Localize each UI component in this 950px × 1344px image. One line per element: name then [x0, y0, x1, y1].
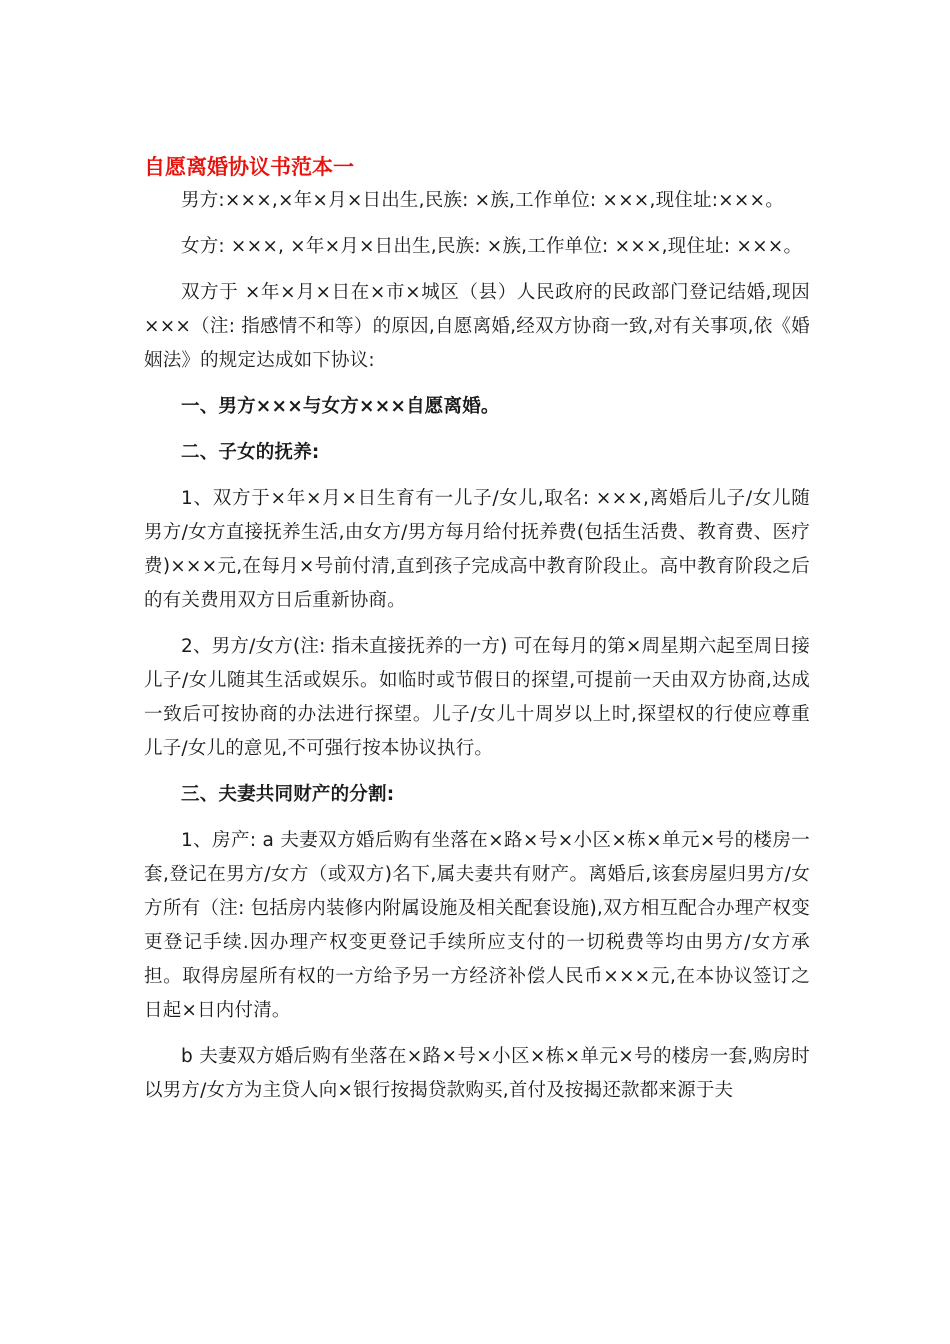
paragraph-visitation: 2、男方/女方(注: 指未直接抚养的一方) 可在每月的第×周星期六起至周日接儿子/女儿随其生活或娱乐。如临时或节假日的探望,可提前一天由双方协商,达成一致后可按协商的办法进行探望。儿子/女儿十周岁以上时,探望权的行使应尊重儿子/女儿的意见,不可强行按本协议执行。: [144, 636, 810, 759]
clause-3-heading: 三、夫妻共同财产的分割:: [181, 784, 395, 805]
paragraph-property-b: b 夫妻双方婚后购有坐落在×路×号×小区×栋×单元×号的楼房一套,购房时以男方/女方为主贷人向×银行按揭贷款购买,首付及按揭还款都来源于夫: [144, 1046, 810, 1101]
paragraph-female-party: 女方: ×××, ×年×月×日出生,民族: ×族,工作单位: ×××,现住址: ×××。: [181, 236, 803, 257]
document-title: 自愿离婚协议书范本一: [144, 155, 354, 179]
paragraph-child-custody: 1、双方于×年×月×日生育有一儿子/女儿,取名: ×××,离婚后儿子/女儿随男方/女方直接抚养生活,由女方/男方每月给付抚养费(包括生活费、教育费、医疗费)×××元,在每月×号前付清,直到孩子完成高中教育阶段止。高中教育阶段之后的有关费用双方日后重新协商。: [144, 488, 810, 611]
clause-1-heading: 一、男方×××与女方×××自愿离婚。: [181, 396, 500, 417]
clause-2-heading: 二、子女的抚养:: [181, 442, 320, 463]
paragraph-male-party: 男方:×××,×年×月×日出生,民族: ×族,工作单位: ×××,现住址:×××。: [181, 190, 784, 211]
paragraph-property-a: 1、房产: a 夫妻双方婚后购有坐落在×路×号×小区×栋×单元×号的楼房一套,登记在男方/女方（或双方)名下,属夫妻共有财产。离婚后,该套房屋归男方/女方所有（注: 包括房内装修内附属设施及相关配套设施),双方相互配合办理产权变更登记手续.因办理产权变更登记手续所应支付的一切税费等均由男方/女方承担。取得房屋所有权的一方给予另一方经济补偿人民币×××元,在本协议签订之日起×日内付清。: [144, 830, 810, 1021]
document-page: [144, 150, 810, 1108]
paragraph-preamble: 双方于 ×年×月×日在×市×城区（县）人民政府的民政部门登记结婚,现因×××（注: 指感情不和等）的原因,自愿离婚,经双方协商一致,对有关事项,依《婚姻法》的规定达成如下协议:: [144, 282, 810, 371]
